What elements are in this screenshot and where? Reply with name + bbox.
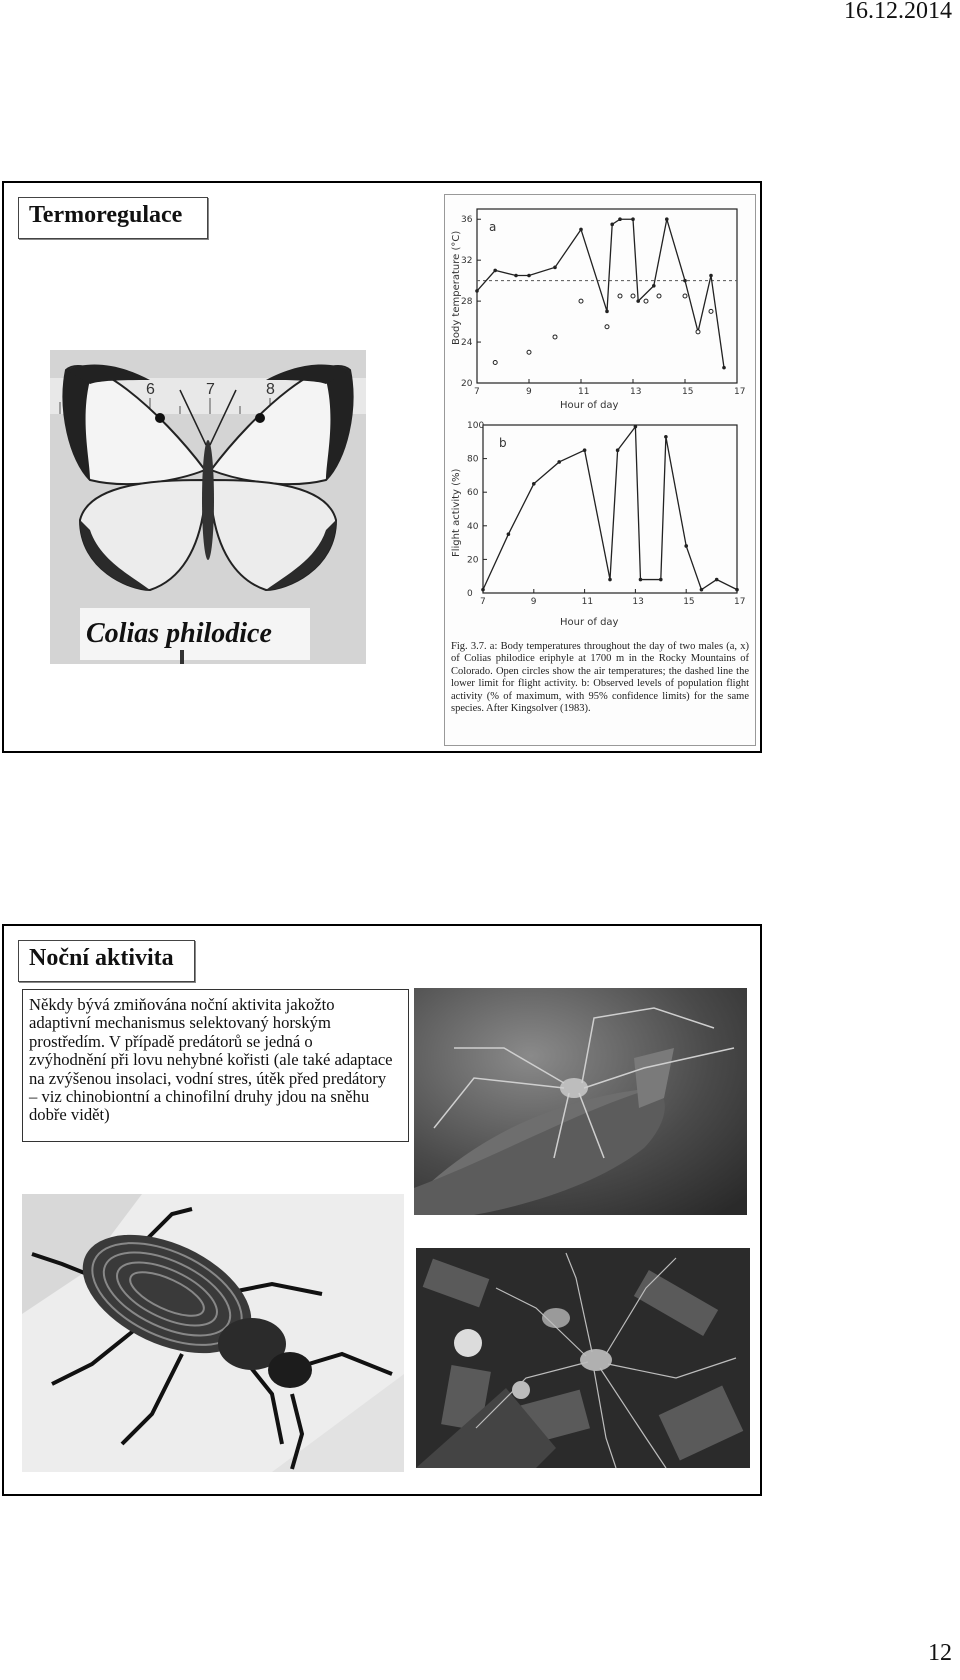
chart-a-title: a bbox=[489, 220, 497, 234]
data-point bbox=[481, 588, 485, 592]
text-line: zvýhodnění při lovu nehybné kořisti (ale také adaptace bbox=[29, 1050, 393, 1070]
chart-body-temperature bbox=[445, 195, 755, 415]
y-tick-label: 28 bbox=[461, 297, 473, 308]
harvestman-leaf-photo bbox=[414, 988, 747, 1215]
y-tick-label: 36 bbox=[461, 215, 473, 226]
x-tick-label: 17 bbox=[734, 387, 746, 397]
data-point bbox=[684, 544, 688, 548]
y-tick-label: 60 bbox=[467, 488, 479, 499]
text-line: dobře vidět) bbox=[29, 1105, 110, 1125]
data-point bbox=[557, 460, 561, 464]
x-tick-label: 7 bbox=[474, 387, 480, 397]
body-text bbox=[22, 989, 409, 1142]
data-point bbox=[715, 578, 719, 582]
air-temp-point bbox=[683, 294, 687, 298]
data-point bbox=[475, 289, 479, 293]
air-temp-point bbox=[644, 299, 648, 303]
y-tick-label: 20 bbox=[467, 555, 479, 566]
text-line: prostředím. V případě predátorů se jedná o bbox=[29, 1031, 313, 1051]
air-temp-point bbox=[657, 294, 661, 298]
y-tick-label: 24 bbox=[461, 338, 473, 349]
data-point bbox=[683, 279, 687, 283]
ruler-mark-6: 6 bbox=[146, 381, 155, 398]
data-point bbox=[532, 482, 536, 486]
data-point bbox=[665, 217, 669, 221]
text-line: – viz chinobiontní a chinofilní druhy jdou na sněhu bbox=[29, 1087, 370, 1107]
data-point bbox=[639, 578, 643, 582]
air-temp-point bbox=[493, 361, 497, 365]
x-tick-label: 11 bbox=[578, 387, 590, 397]
figure-caption: Fig. 3.7. a: Body temperatures throughout the day of two males (a, x) of Colias philodice eriphyle at 1700 m in the Rocky Mountains of Colorado. Open circles show the air temperatures; the dashed line the lower limit for flight activity. b: Observed levels of population flight activity (% of maximum, with 95% confidence limits) for the same species. After Kingsolver (1983). bbox=[451, 641, 749, 715]
y-tick-label: 100 bbox=[467, 421, 485, 431]
data-point bbox=[631, 217, 635, 221]
x-tick-label: 11 bbox=[581, 597, 594, 607]
data-point bbox=[616, 448, 620, 452]
x-tick-label: 13 bbox=[632, 597, 644, 607]
chart-b-title: b bbox=[499, 436, 507, 450]
series-line bbox=[483, 427, 737, 590]
y-tick-label: 80 bbox=[467, 454, 479, 465]
chart-a-xlabel: Hour of day bbox=[560, 400, 619, 411]
x-tick-label: 9 bbox=[526, 387, 532, 397]
text-line: adaptivní mechanismus selektovaný horským bbox=[29, 1013, 331, 1033]
x-tick-label: 13 bbox=[630, 387, 642, 397]
data-point bbox=[722, 366, 726, 370]
y-tick-label: 40 bbox=[467, 521, 479, 532]
chart-flight-activity bbox=[445, 417, 755, 632]
data-point bbox=[610, 223, 614, 227]
data-point bbox=[709, 274, 713, 278]
header-date: 16.12.2014 bbox=[844, 0, 952, 24]
air-temp-point bbox=[709, 309, 713, 313]
data-point bbox=[579, 228, 583, 232]
butterfly-photo bbox=[50, 350, 366, 664]
air-temp-point bbox=[618, 294, 622, 298]
x-tick-label: 17 bbox=[734, 597, 746, 607]
slide-title: Termoregulace bbox=[18, 197, 208, 239]
data-point bbox=[527, 274, 531, 278]
plot-frame bbox=[477, 209, 737, 383]
beetle-photo bbox=[22, 1194, 404, 1472]
data-point bbox=[652, 284, 656, 288]
x-tick-label: 15 bbox=[683, 597, 695, 607]
data-point bbox=[634, 425, 638, 429]
data-point bbox=[618, 217, 622, 221]
x-tick-label: 15 bbox=[682, 387, 694, 397]
data-point bbox=[583, 448, 587, 452]
chart-b-xlabel: Hour of day bbox=[560, 617, 619, 628]
x-tick-label: 7 bbox=[480, 597, 486, 607]
air-temp-point bbox=[605, 325, 609, 329]
data-point bbox=[608, 578, 612, 582]
page-number: 12 bbox=[928, 1640, 952, 1666]
harvestman-ground-photo bbox=[416, 1248, 750, 1468]
text-line: Někdy bývá zmiňována noční aktivita jakožto bbox=[29, 995, 335, 1014]
ruler-mark-7: 7 bbox=[206, 381, 215, 398]
slide-nocni-aktivita bbox=[2, 924, 762, 1496]
data-point bbox=[507, 532, 511, 536]
slide-title: Noční aktivita bbox=[18, 940, 195, 982]
x-tick-label: 9 bbox=[530, 597, 537, 607]
data-point bbox=[553, 266, 557, 270]
data-point bbox=[735, 588, 739, 592]
data-point bbox=[605, 310, 609, 314]
chart-b-ylabel: Flight activity (%) bbox=[451, 468, 462, 557]
y-tick-label: 0 bbox=[467, 589, 473, 599]
data-point bbox=[514, 274, 518, 278]
air-temp-point bbox=[696, 330, 700, 334]
butterfly-label: Colias philodice bbox=[86, 618, 272, 649]
data-point bbox=[700, 588, 704, 592]
data-point bbox=[636, 299, 640, 303]
slide-termoregulace bbox=[2, 181, 762, 753]
temperature-figure bbox=[444, 194, 756, 746]
data-point bbox=[664, 435, 668, 439]
ruler-mark-8: 8 bbox=[266, 381, 275, 398]
data-point bbox=[493, 269, 497, 273]
chart-a-ylabel: Body temperature (°C) bbox=[451, 230, 462, 345]
text-line: na zvýšenou insolaci, vodní stres, útěk před predátory bbox=[29, 1068, 387, 1088]
y-tick-label: 20 bbox=[461, 379, 473, 389]
air-temp-point bbox=[631, 294, 635, 298]
data-point bbox=[659, 578, 663, 582]
y-tick-label: 32 bbox=[461, 256, 473, 267]
air-temp-point bbox=[527, 350, 531, 354]
series-line bbox=[477, 219, 724, 367]
air-temp-point bbox=[579, 299, 583, 303]
air-temp-point bbox=[553, 335, 557, 339]
